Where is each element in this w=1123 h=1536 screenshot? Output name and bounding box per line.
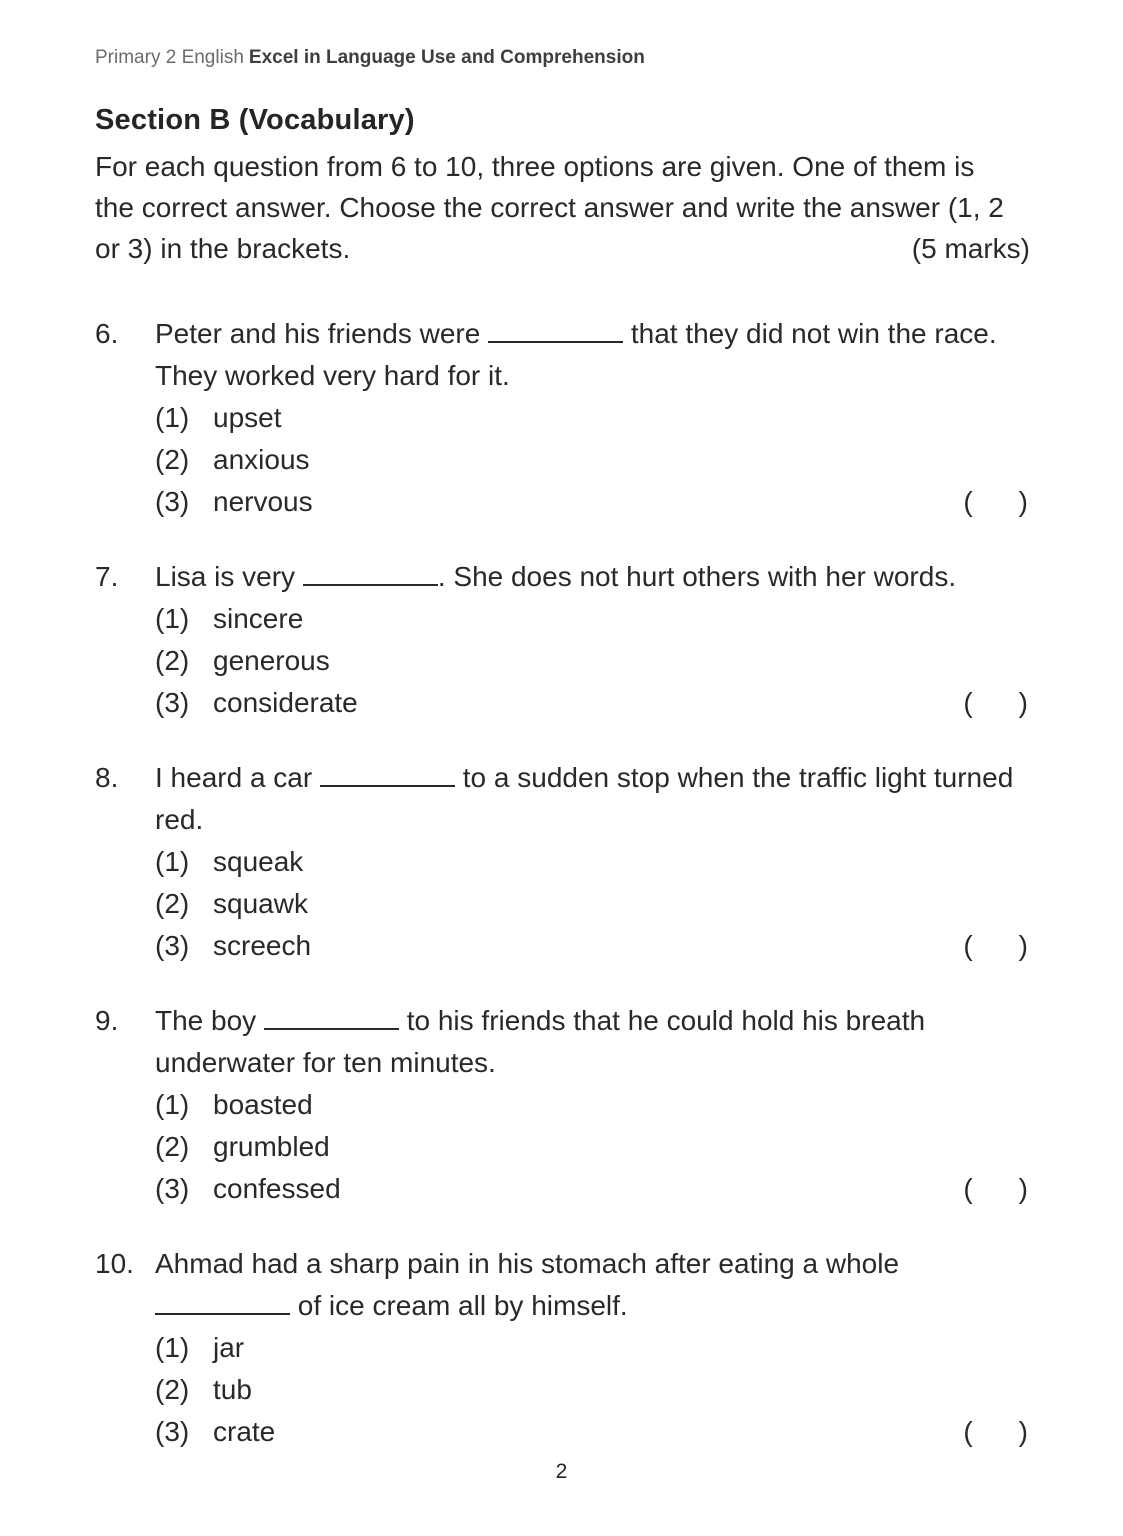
answer-blank [320, 785, 455, 787]
option-number: (3) [155, 930, 190, 961]
question-text-before-blank: The boy [155, 1005, 264, 1036]
bracket-close: ) [1018, 486, 1028, 517]
option-label: considerate [213, 687, 358, 718]
bracket-open: ( [963, 486, 973, 517]
bracket-close: ) [1018, 930, 1028, 961]
option-number: (1) [155, 1332, 190, 1363]
option-label: sincere [213, 603, 304, 634]
option-label: squawk [213, 888, 308, 919]
question-body [155, 1000, 1030, 1210]
question-body [155, 556, 1030, 724]
instructions-line: For each question from 6 to 10, three options are given. One of them is [95, 151, 975, 182]
option-row [155, 481, 1030, 523]
answer-blank [488, 341, 623, 343]
question-text-before-blank: Lisa is very [155, 561, 303, 592]
question-text-before-blank: I heard a car [155, 762, 320, 793]
header-book-title: Excel in Language Use and Comprehension [248, 47, 645, 68]
options-list [155, 598, 1030, 724]
option-number: (1) [155, 402, 190, 433]
answer-brackets [963, 682, 1030, 724]
answer-blank [303, 584, 438, 586]
option-label: tub [213, 1374, 252, 1405]
option-number: (2) [155, 1131, 190, 1162]
answer-brackets [963, 1411, 1030, 1453]
question-text-after-blank: that they did not win the race. They worked very hard for it. [155, 318, 997, 391]
question-item [95, 1243, 1030, 1453]
option-label: squeak [213, 846, 304, 877]
options-list [155, 841, 1030, 967]
option-row [155, 439, 1030, 481]
option-label: jar [213, 1332, 245, 1363]
option-row [155, 1369, 1030, 1411]
option-row [155, 883, 1030, 925]
options-list [155, 397, 1030, 523]
answer-brackets [963, 1168, 1030, 1210]
instructions-line: the correct answer. Choose the correct answer and write the answer (1, 2 [95, 192, 1004, 223]
question-number: 7. [95, 561, 119, 592]
question-item [95, 1000, 1030, 1210]
option-label: grumbled [213, 1131, 330, 1162]
question-text [155, 313, 1030, 397]
option-label: screech [213, 930, 312, 961]
option-row [155, 1168, 1030, 1210]
answer-brackets [963, 481, 1030, 523]
section-instructions [95, 146, 1030, 269]
option-row [155, 841, 1030, 883]
document-header [95, 46, 1030, 70]
answer-blank [264, 1028, 399, 1030]
option-label: nervous [213, 486, 313, 517]
question-text-after-blank: to a sudden stop when the traffic light turned red. [155, 762, 1014, 835]
questions-list [95, 313, 1030, 1453]
question-number: 9. [95, 1005, 119, 1036]
option-number: (2) [155, 444, 190, 475]
question-text [155, 1243, 1030, 1327]
option-number: (2) [155, 888, 190, 919]
section-title: Section B (Vocabulary) [95, 104, 415, 136]
option-label: generous [213, 645, 330, 676]
option-row [155, 925, 1030, 967]
options-list [155, 1327, 1030, 1453]
question-text [155, 556, 1030, 598]
bracket-open: ( [963, 1416, 973, 1447]
option-label: upset [213, 402, 282, 433]
question-number: 8. [95, 762, 119, 793]
option-label: boasted [213, 1089, 313, 1120]
option-row [155, 1126, 1030, 1168]
option-number: (3) [155, 486, 190, 517]
bracket-open: ( [963, 930, 973, 961]
page-number: 2 [555, 1460, 568, 1483]
option-number: (1) [155, 846, 190, 877]
option-row [155, 598, 1030, 640]
question-text [155, 1000, 1030, 1084]
option-number: (3) [155, 687, 190, 718]
option-number: (1) [155, 1089, 190, 1120]
bracket-open: ( [963, 1173, 973, 1204]
answer-blank [155, 1313, 290, 1315]
option-label: anxious [213, 444, 310, 475]
bracket-close: ) [1018, 1173, 1028, 1204]
option-number: (3) [155, 1416, 190, 1447]
marks-label: (5 marks) [911, 233, 1030, 264]
question-text-before-blank: Peter and his friends were [155, 318, 489, 349]
answer-brackets [963, 925, 1030, 967]
option-row [155, 682, 1030, 724]
option-row [155, 640, 1030, 682]
option-row [155, 1411, 1030, 1453]
question-number: 10. [95, 1248, 134, 1279]
options-list [155, 1084, 1030, 1210]
question-item [95, 556, 1030, 724]
bracket-open: ( [963, 687, 973, 718]
question-text-after-blank: to his friends that he could hold his breath underwater for ten minutes. [155, 1005, 926, 1078]
option-row [155, 1327, 1030, 1369]
option-number: (3) [155, 1173, 190, 1204]
question-number: 6. [95, 318, 119, 349]
header-series-label: Primary 2 English [95, 47, 244, 68]
bracket-close: ) [1018, 687, 1028, 718]
option-row [155, 1084, 1030, 1126]
question-text [155, 757, 1030, 841]
question-body [155, 313, 1030, 523]
option-number: (2) [155, 645, 190, 676]
instructions-line: or 3) in the brackets. [95, 233, 351, 264]
question-text-after-blank: . She does not hurt others with her words. [437, 561, 957, 592]
question-text-before-blank: Ahmad had a sharp pain in his stomach after eating a whole [155, 1248, 900, 1279]
question-body [155, 757, 1030, 967]
question-item [95, 313, 1030, 523]
option-row [155, 397, 1030, 439]
option-label: crate [213, 1416, 276, 1447]
bracket-close: ) [1018, 1416, 1028, 1447]
question-body [155, 1243, 1030, 1453]
option-number: (2) [155, 1374, 190, 1405]
question-item [95, 757, 1030, 967]
question-text-after-blank: of ice cream all by himself. [290, 1290, 628, 1321]
option-label: confessed [213, 1173, 341, 1204]
option-number: (1) [155, 603, 190, 634]
